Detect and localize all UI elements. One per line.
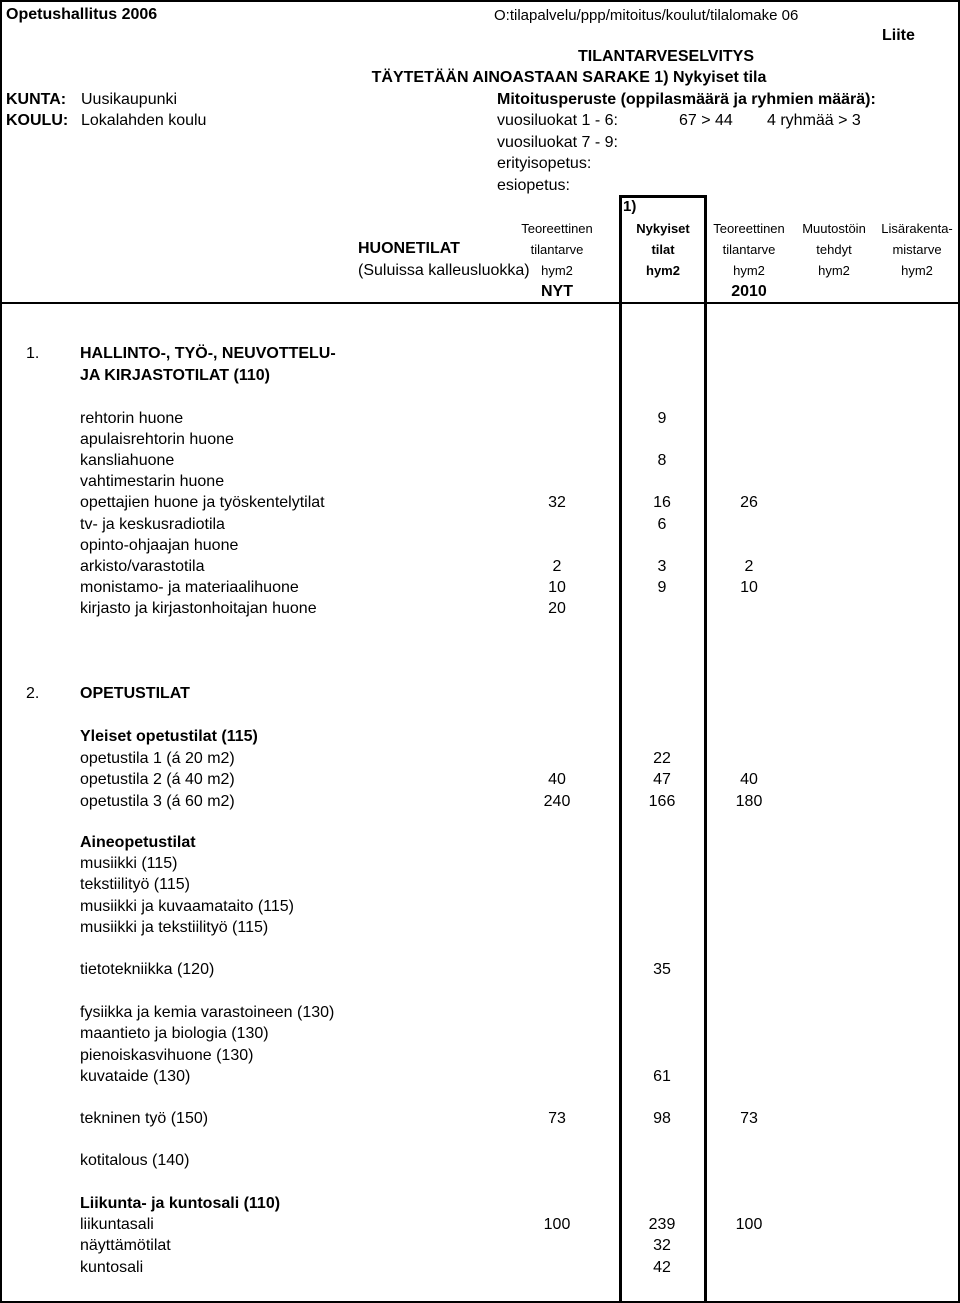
cell-c2: 32 [653,1237,671,1255]
cell-c1: 40 [548,771,566,789]
section2-number: 2. [26,685,40,702]
cell-c2: 9 [657,578,667,596]
nyt-label: NYT [541,283,573,300]
col3-line2: tilantarve [722,242,776,257]
cell-c2: 61 [653,1067,671,1085]
cell-c3: 100 [735,1216,763,1233]
aine-title: Aineopetustilat [80,834,196,851]
col4-unit: hym2 [818,263,850,278]
row-label: opetustila 1 (á 20 m2) [80,750,235,767]
cell-c1: 32 [548,494,566,512]
row-label: kirjasto ja kirjastonhoitajan huone [80,599,317,617]
row-label: fysiikka ja kemia varastoineen (130) [80,1004,335,1021]
cell-c2: 166 [648,792,676,810]
page-subtitle: TÄYTETÄÄN AINOASTAAN SARAKE 1) Nykyiset tila [371,69,767,86]
cell-c2: 98 [653,1110,671,1127]
row-label: rehtorin huone [80,410,184,427]
row-label: liikuntasali [80,1216,154,1233]
huonetilat-label: HUONETILAT [358,240,460,257]
koulu-value: Lokalahden koulu [81,112,207,129]
file-path: O:tilapalvelu/ppp/mitoitus/koulut/tilalomake 06 [494,7,799,24]
row-label: kansliahuone [80,452,175,470]
cell-c2: 6 [657,515,667,533]
row-label: opetustila 3 (á 60 m2) [80,792,235,810]
row-label: opetustila 2 (á 40 m2) [80,771,235,789]
cell-c1: 2 [552,557,562,575]
row-label: opinto-ohjaajan huone [80,536,239,554]
cell-c3: 26 [740,494,758,512]
row-label: näyttämötilat [80,1237,171,1255]
cell-c2: 35 [653,961,671,978]
row-label: kotitalous (140) [80,1152,190,1169]
koulu-label: KOULU: [6,112,69,129]
row-label: tv- ja keskusradiotila [80,515,225,533]
vl16-value1: 67 > 44 [679,112,733,129]
col1-unit: hym2 [541,263,573,278]
row-label: kuntosali [80,1258,144,1276]
liite-label: Liite [882,27,915,44]
col5-line2: mistarve [892,242,942,257]
row-label: arkisto/varastotila [80,557,205,575]
yleiset-title: Yleiset opetustilat (115) [80,728,258,745]
mitoitus-label: Mitoitusperuste (oppilasmäärä ja ryhmien määrä): [497,91,876,108]
cell-c3: 10 [740,578,758,596]
cell-c2: 42 [653,1258,671,1276]
section1-title-cont: JA KIRJASTOTILAT (110) [80,367,270,384]
vl16-value2: 4 ryhmää > 3 [767,112,861,129]
row-label: opettajien huone ja työskentelytilat [80,494,325,512]
kunta-label: KUNTA: [6,91,67,108]
row-label: tekstiilityö (115) [80,876,190,894]
col4-line1: Muutostöin [802,221,866,236]
row-label: tietotekniikka (120) [80,961,215,978]
suluissa-label: (Suluissa kalleusluokka) [358,262,530,279]
row-label: maantieto ja biologia (130) [80,1025,269,1043]
cell-c3: 40 [740,771,758,789]
col3-line1: Teoreettinen [713,221,785,236]
row-label: tekninen työ (150) [80,1110,209,1127]
row-label: monistamo- ja materiaalihuone [80,578,299,596]
cell-c1: 240 [543,792,571,810]
cell-c2: 47 [653,771,671,789]
cell-c2: 239 [648,1216,676,1233]
erityis-label: erityisopetus: [497,155,592,172]
col2-line2: tilat [651,242,675,257]
row-label: musiikki ja kuvaamataito (115) [80,897,295,915]
vl79-label: vuosiluokat 7 - 9: [497,134,618,151]
section2-title: OPETUSTILAT [80,685,190,702]
cell-c2: 16 [653,494,671,512]
kunta-value: Uusikaupunki [81,91,178,108]
cell-c2: 3 [657,557,667,575]
cell-c1: 73 [548,1110,566,1127]
column-border-right [704,195,707,1303]
col1-line1: Teoreettinen [521,221,593,236]
cell-c1: 10 [548,578,566,596]
cell-c1: 20 [548,599,566,617]
row-label: apulaisrehtorin huone [80,431,234,449]
col2-unit: hym2 [646,263,680,278]
cell-c3: 180 [735,792,763,810]
cell-c1: 100 [543,1216,571,1233]
row-label: musiikki (115) [80,855,178,872]
org-label: Opetushallitus 2006 [6,6,158,23]
cell-c2: 8 [657,452,667,470]
row-label: vahtimestarin huone [80,473,225,491]
col3-unit: hym2 [733,263,765,278]
vl16-label: vuosiluokat 1 - 6: [497,112,618,129]
year-label: 2010 [731,283,767,300]
cell-c2: 9 [657,410,667,427]
section1-title: HALLINTO-, TYÖ-, NEUVOTTELU- [80,345,336,362]
column-border-left [619,195,622,1303]
section1-number: 1. [26,345,40,362]
esi-label: esiopetus: [497,177,570,194]
col4-line2: tehdyt [816,242,852,257]
cell-c2: 22 [653,750,671,767]
cell-c3: 73 [740,1110,758,1127]
col5-unit: hym2 [901,263,933,278]
row-label: pienoiskasvihuone (130) [80,1046,254,1064]
col1-line2: tilantarve [530,242,584,257]
col5-line1: Lisärakenta- [881,221,953,236]
column-marker: 1) [623,198,637,215]
header-divider [0,302,960,304]
row-label: musiikki ja tekstiilityö (115) [80,918,269,936]
row-label: kuvataide (130) [80,1067,191,1085]
liikunta-title: Liikunta- ja kuntosali (110) [80,1195,281,1212]
cell-c3: 2 [744,557,754,575]
page-title: TILANTARVESELVITYS [577,48,755,65]
col2-line1: Nykyiset [636,221,690,236]
